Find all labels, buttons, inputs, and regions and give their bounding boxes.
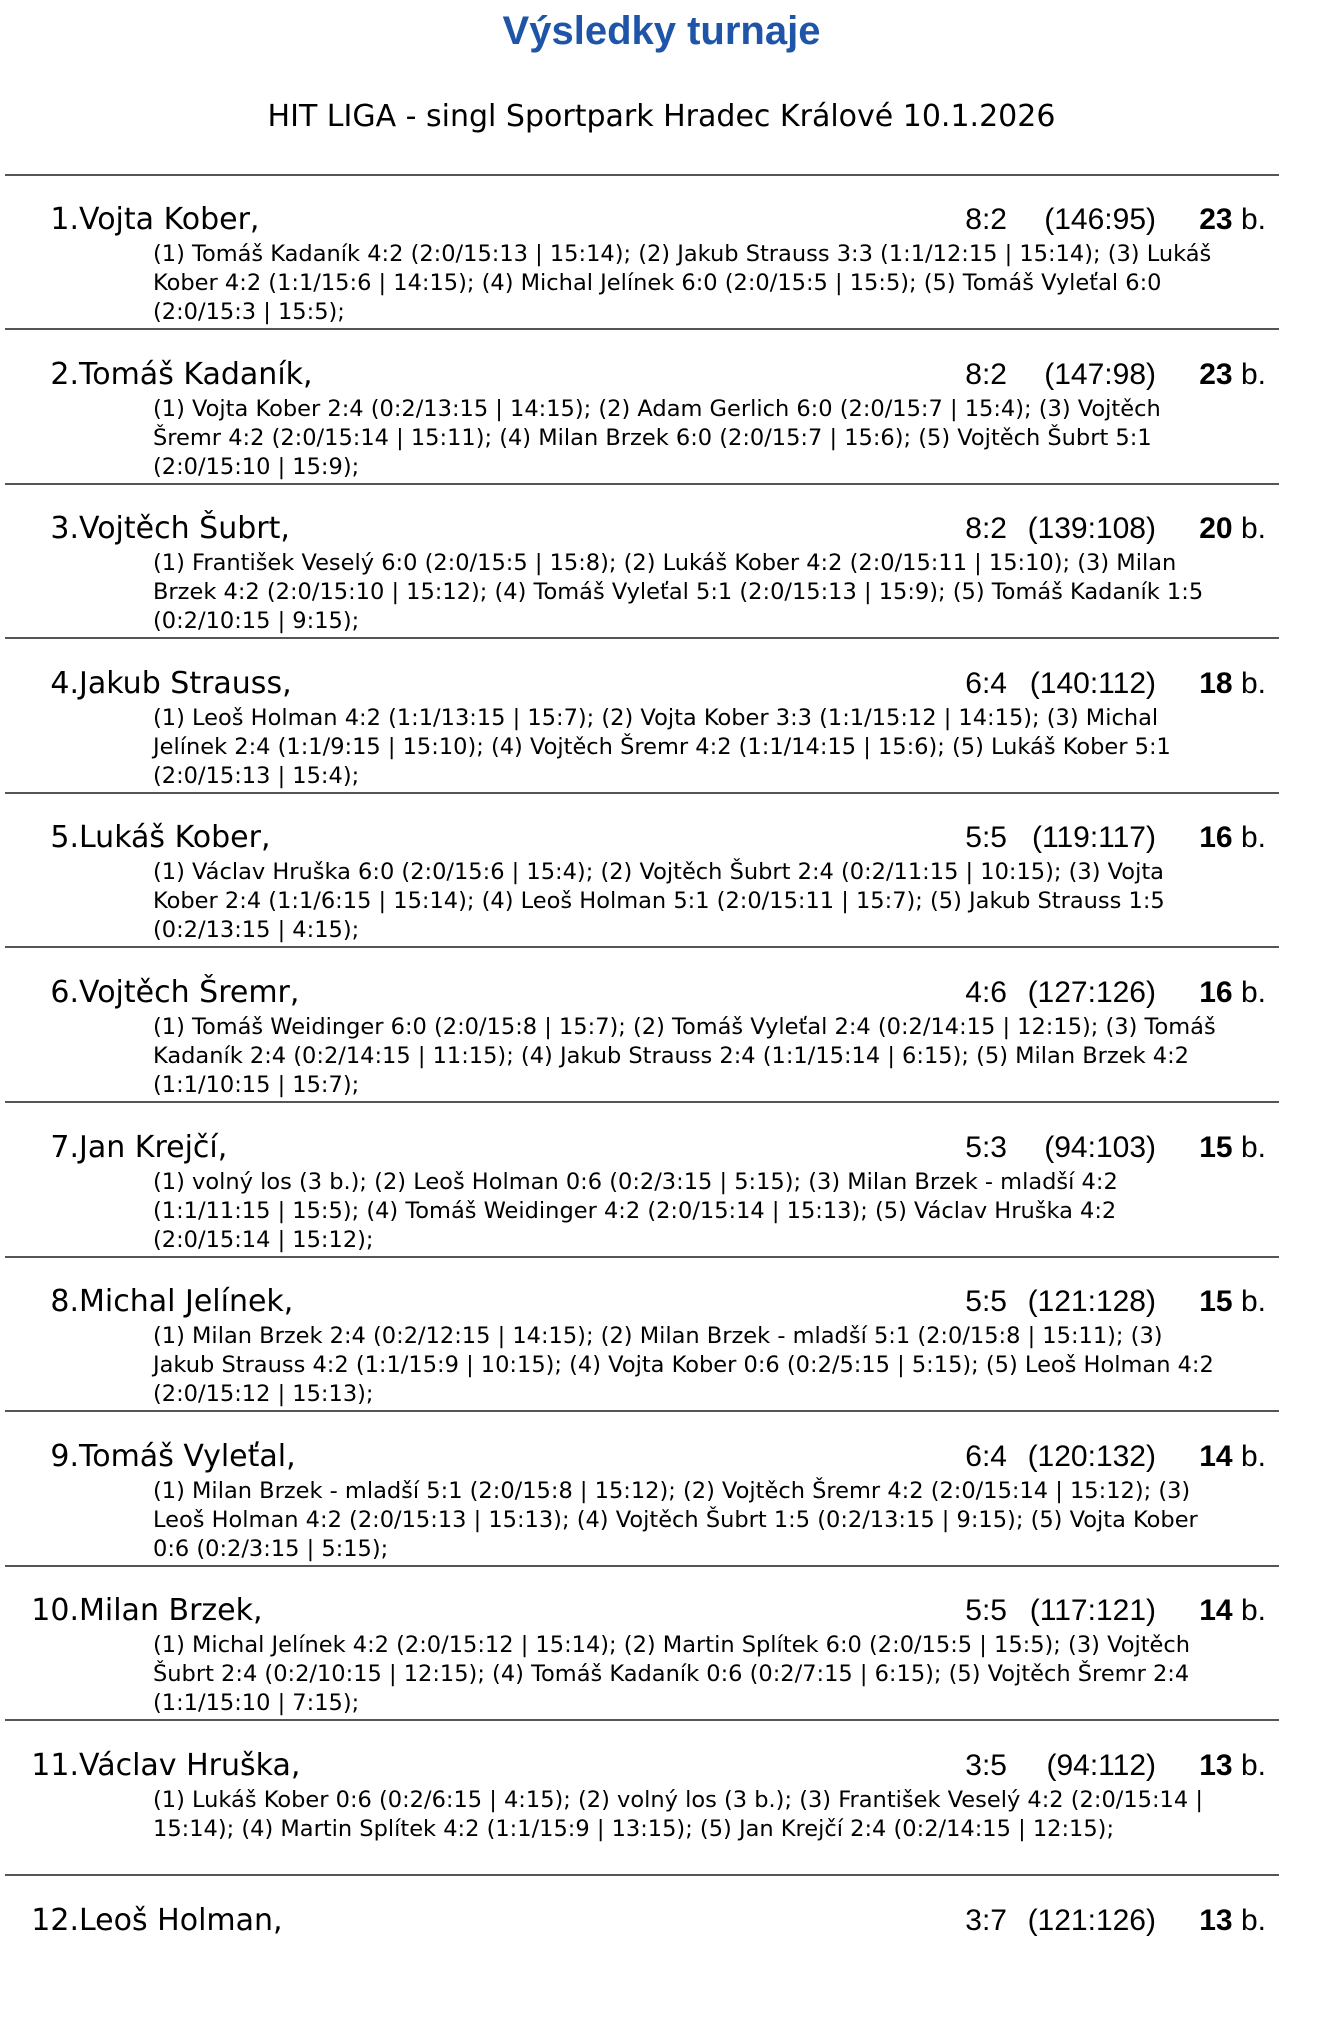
points-score: (120:132) (1027, 1439, 1156, 1473)
points-suffix: b. (1240, 1594, 1266, 1628)
result-entry (0, 1258, 1323, 1413)
match-record: 8:2 (965, 512, 1007, 546)
tournament-points (1199, 1128, 1266, 1168)
points-value: 16 (1199, 975, 1233, 1009)
player-name: Lukáš Kober, (79, 820, 271, 856)
match-record: 3:5 (965, 1748, 1007, 1782)
rank: 11. (31, 1747, 79, 1783)
rank: 1. (50, 202, 79, 237)
player-line (0, 1746, 1323, 1786)
points-value: 14 (1199, 1439, 1233, 1473)
tournament-points (1199, 355, 1266, 395)
player-name: Jakub Strauss, (79, 665, 292, 701)
match-details: (1) Tomáš Weidinger 6:0 (2:0/15:8 | 15:7); (2) Tomáš Vyleťal 2:4 (0:2/14:15 | 12:15); (3) Tomáš Kadaník 2:4 (0:2/14:15 | 11:15); (4) Jakub Strauss 2:4 (1:1/15:14 | 6:15); (5) Milan Brzek 4:2 (1:1/10:15 | 15:7); (153, 1013, 1216, 1098)
match-details: (1) Václav Hruška 6:0 (2:0/15:6 | 15:4); (2) Vojtěch Šubrt 2:4 (0:2/11:15 | 10:15); (3) Vojta Kober 2:4 (1:1/6:15 | 15:14); (4) Leoš Holman 5:1 (2:0/15:11 | 15:7); (5) Jakub Strauss 1:5 (0:2/13:15 | 4:15); (153, 859, 1165, 944)
points-value: 23 (1199, 357, 1233, 391)
points-value: 23 (1199, 203, 1233, 236)
points-score: (119:117) (1032, 821, 1156, 855)
match-details: (1) František Veselý 6:0 (2:0/15:5 | 15:8); (2) Lukáš Kober 4:2 (2:0/15:11 | 15:10); (3) Milan Brzek 4:2 (2:0/15:10 | 15:12); (4) Tomáš Vyleťal 5:1 (2:0/15:13 | 15:9); (5) Tomáš Kadaník 1:5 (0:2/10:15 | 9:15); (153, 550, 1204, 635)
points-value: 15 (1199, 1285, 1233, 1319)
result-entry (0, 1567, 1323, 1722)
rank: 10. (31, 1593, 79, 1629)
match-details: (1) Michal Jelínek 4:2 (2:0/15:12 | 15:14); (2) Martin Splítek 6:0 (2:0/15:5 | 15:5); (3) Vojtěch Šubrt 2:4 (0:2/10:15 | 12:15); (4) Tomáš Kadaník 0:6 (0:2/7:15 | 6:15); (5) Vojtěch Šremr 2:4 (1:1/15:10 | 7:15); (153, 1632, 1191, 1717)
tournament-points (1199, 1437, 1266, 1477)
tournament-points (1199, 818, 1266, 858)
match-record: 4:6 (965, 975, 1007, 1009)
points-score: (146:95) (1044, 203, 1156, 236)
result-entry (0, 1877, 1323, 2031)
points-value: 16 (1199, 821, 1233, 855)
match-details: (1) Tomáš Kadaník 4:2 (2:0/15:13 | 15:14); (2) Jakub Strauss 3:3 (1:1/12:15 | 15:14); (3) Lukáš Kober 4:2 (1:1/15:6 | 14:15); (4) Michal Jelínek 6:0 (2:0/15:5 | 15:5); (5) Tomáš Vyleťal 6:0 (2:0/15:3 | 15:5); (153, 241, 1212, 325)
points-score: (147:98) (1044, 357, 1156, 391)
rank: 8. (50, 1284, 79, 1320)
match-details: (1) Lukáš Kober 0:6 (0:2/6:15 | 4:15); (2) volný los (3 b.); (3) František Veselý 4:2 (2:0/15:14 | 15:14); (4) Martin Splítek 4:2 (1:1/15:9 | 13:15); (5) Jan Krejčí 2:4 (0:2/14:15 | 12:15); (153, 1786, 1203, 1842)
tournament-points (1199, 1746, 1266, 1786)
player-line (0, 200, 1323, 240)
points-suffix: b. (1240, 975, 1266, 1009)
tournament-points (1199, 509, 1266, 549)
match-details: (1) Vojta Kober 2:4 (0:2/13:15 | 14:15); (2) Adam Gerlich 6:0 (2:0/15:7 | 15:4); (3) Vojtěch Šremr 4:2 (2:0/15:14 | 15:11); (4) Milan Brzek 6:0 (2:0/15:7 | 15:6); (5) Vojtěch Šubrt 5:1 (2:0/15:10 | 15:9); (153, 395, 1161, 480)
tournament-points (1199, 1901, 1266, 1941)
tournament-points (1199, 664, 1266, 704)
tournament-points (1199, 973, 1266, 1013)
points-score: (117:121) (1029, 1594, 1156, 1628)
match-record: 8:2 (965, 203, 1007, 236)
player-line (0, 1591, 1323, 1631)
player-line (0, 1282, 1323, 1322)
points-suffix: b. (1240, 1285, 1266, 1319)
rank: 2. (50, 356, 79, 392)
match-details: (1) Leoš Holman 4:2 (1:1/13:15 | 15:7); (2) Vojta Kober 3:3 (1:1/15:12 | 14:15); (3) Michal Jelínek 2:4 (1:1/9:15 | 15:10); (4) Vojtěch Šremr 4:2 (1:1/14:15 | 15:6); (5) Lukáš Kober 5:1 (2:0/15:13 | 15:4); (153, 704, 1171, 789)
points-value: 14 (1199, 1594, 1233, 1628)
result-entry (0, 794, 1323, 949)
points-value: 15 (1199, 1130, 1233, 1164)
player-name: Milan Brzek, (79, 1593, 263, 1629)
page-subtitle: HIT LIGA - singl Sportpark Hradec Králové 10.1.2026 (267, 99, 1056, 134)
player-line (0, 664, 1323, 704)
points-suffix: b. (1240, 1439, 1266, 1473)
match-record: 8:2 (965, 357, 1007, 391)
player-name: Tomáš Vyleťal, (79, 1438, 296, 1474)
points-suffix: b. (1240, 1748, 1266, 1782)
points-suffix: b. (1240, 1130, 1266, 1164)
rank: 3. (50, 511, 79, 547)
rank: 6. (50, 974, 79, 1010)
points-value: 20 (1199, 512, 1233, 546)
points-suffix: b. (1240, 357, 1266, 391)
tournament-points (1199, 200, 1266, 240)
points-suffix: b. (1240, 512, 1266, 546)
player-name: Tomáš Kadaník, (79, 356, 313, 392)
result-entry (0, 949, 1323, 1104)
points-suffix: b. (1240, 666, 1266, 700)
points-score: (121:126) (1027, 1903, 1156, 1937)
match-details: (1) Milan Brzek - mladší 5:1 (2:0/15:8 | 15:12); (2) Vojtěch Šremr 4:2 (2:0/15:14 | 15:12); (3) Leoš Holman 4:2 (2:0/15:13 | 15:13); (4) Vojtěch Šubrt 1:5 (0:2/13:15 | 9:15); (5) Vojta Kober 0:6 (0:2/3:15 | 5:15); (153, 1477, 1198, 1562)
rank: 7. (50, 1129, 79, 1165)
rank: 12. (31, 1902, 79, 1938)
points-suffix: b. (1240, 203, 1266, 236)
match-details: (1) Milan Brzek 2:4 (0:2/12:15 | 14:15); (2) Milan Brzek - mladší 5:1 (2:0/15:8 | 15:11); (3) Jakub Strauss 4:2 (1:1/15:9 | 10:15); (4) Vojta Kober 0:6 (0:2/5:15 | 5:15); (5) Leoš Holman 4:2 (2:0/15:12 | 15:13); (153, 1323, 1214, 1408)
player-name: Vojtěch Šubrt, (79, 511, 290, 547)
points-score: (139:108) (1027, 512, 1156, 546)
points-value: 13 (1199, 1748, 1233, 1782)
match-record: 6:4 (965, 666, 1007, 700)
rank: 4. (50, 665, 79, 701)
player-name: Leoš Holman, (79, 1902, 283, 1938)
result-entry (0, 1722, 1323, 1877)
points-value: 13 (1199, 1903, 1233, 1937)
result-entry (0, 331, 1323, 486)
points-score: (121:128) (1027, 1285, 1156, 1319)
player-name: Michal Jelínek, (79, 1284, 294, 1320)
player-line (0, 355, 1323, 395)
match-record: 5:5 (965, 1285, 1007, 1319)
results-list (0, 176, 1323, 2031)
match-details: (1) volný los (3 b.); (2) Leoš Holman 0:6 (0:2/3:15 | 5:15); (3) Milan Brzek - mladší 4:2 (1:1/11:15 | 15:5); (4) Tomáš Weidinger 4:2 (2:0/15:14 | 15:13); (5) Václav Hruška 4:2 (2:0/15:14 | 15:12); (153, 1168, 1118, 1253)
points-score: (94:112) (1046, 1748, 1156, 1782)
rank: 9. (50, 1438, 79, 1474)
tournament-points (1199, 1282, 1266, 1322)
player-line (0, 509, 1323, 549)
points-value: 18 (1199, 666, 1233, 700)
player-line (0, 973, 1323, 1013)
match-record: 5:5 (965, 1594, 1007, 1628)
match-record: 6:4 (965, 1439, 1007, 1473)
match-record: 3:7 (965, 1903, 1007, 1937)
result-entry (0, 176, 1323, 331)
player-name: Jan Krejčí, (79, 1129, 228, 1165)
rank: 5. (50, 820, 79, 856)
points-score: (94:103) (1044, 1130, 1156, 1164)
points-score: (140:112) (1029, 666, 1156, 700)
points-suffix: b. (1240, 1903, 1266, 1937)
result-entry (0, 640, 1323, 795)
result-entry (0, 1413, 1323, 1568)
match-record: 5:5 (965, 821, 1007, 855)
match-record: 5:3 (965, 1130, 1007, 1164)
result-entry (0, 485, 1323, 640)
tournament-points (1199, 1591, 1266, 1631)
points-suffix: b. (1240, 821, 1266, 855)
player-line (0, 1128, 1323, 1168)
points-score: (127:126) (1027, 975, 1156, 1009)
player-name: Václav Hruška, (79, 1747, 301, 1783)
player-name: Vojtěch Šremr, (79, 974, 300, 1010)
player-line (0, 1437, 1323, 1477)
player-name: Vojta Kober, (79, 202, 260, 237)
player-line (0, 818, 1323, 858)
result-entry (0, 1104, 1323, 1259)
page-title: Výsledky turnaje (502, 9, 821, 53)
player-line (0, 1901, 1323, 1941)
